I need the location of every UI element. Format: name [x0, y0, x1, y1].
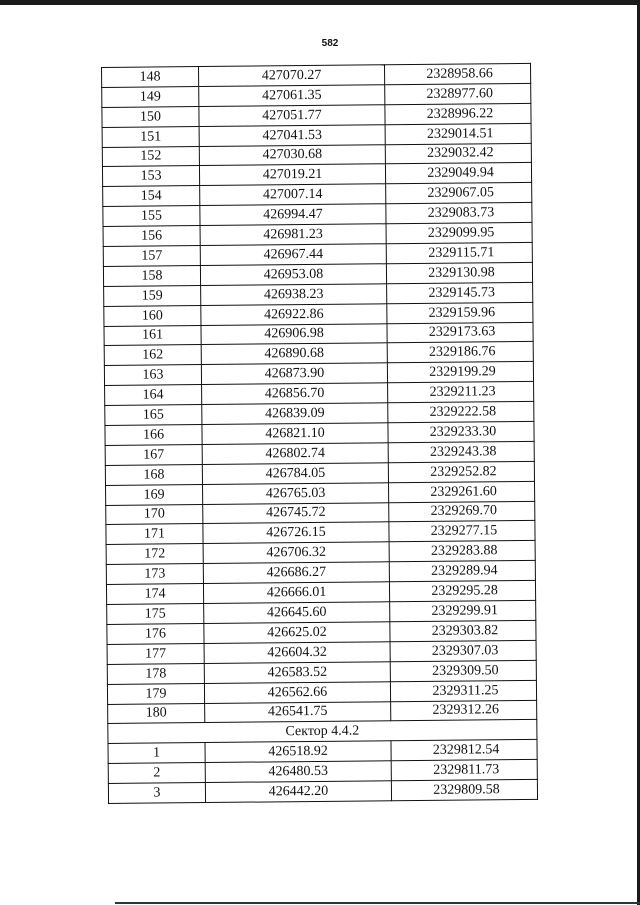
cell-text: 2329145.73	[428, 284, 496, 301]
y-coordinate-cell	[387, 362, 533, 383]
cell-text: 151	[140, 128, 162, 145]
y-coordinate-cell	[390, 620, 536, 641]
y-coordinate-cell	[385, 83, 531, 104]
x-coordinate-cell	[200, 224, 386, 246]
cell-text: 3	[153, 785, 161, 801]
cell-text: 2329130.98	[428, 265, 495, 281]
x-coordinate-cell	[202, 443, 388, 465]
y-coordinate-cell	[385, 103, 531, 124]
point-number-cell	[104, 345, 201, 366]
cell-text: 148	[139, 69, 161, 85]
y-coordinate-cell	[387, 322, 533, 343]
cell-text: 2329233.30	[429, 424, 497, 440]
cell-text: 426442.20	[268, 783, 329, 800]
cell-text: 426802.74	[265, 445, 326, 462]
cell-text: 426726.15	[266, 525, 326, 541]
point-number-cell	[102, 106, 199, 127]
cell-text: 426873.90	[264, 366, 325, 382]
x-coordinate-cell	[199, 164, 385, 186]
cell-text: 2329812.54	[432, 742, 500, 759]
cell-text: 2328996.22	[426, 105, 494, 122]
y-coordinate-cell	[386, 183, 532, 204]
x-coordinate-cell	[204, 642, 390, 664]
cell-text: 2329261.60	[430, 483, 497, 500]
point-number-cell	[108, 763, 205, 784]
x-coordinate-cell	[204, 602, 390, 624]
cell-text: 426604.32	[267, 644, 327, 661]
cell-text: 2329299.91	[431, 603, 499, 619]
cell-text: 164	[142, 387, 164, 403]
cell-text: 2329312.26	[432, 702, 500, 719]
point-number-cell	[102, 166, 199, 187]
cell-text: 179	[145, 685, 167, 702]
y-coordinate-cell	[388, 421, 534, 442]
cell-text: 426666.01	[266, 584, 327, 601]
point-number-cell	[106, 584, 203, 605]
cell-text: 2329067.05	[427, 185, 495, 202]
x-coordinate-cell	[200, 204, 386, 226]
point-number-cell	[103, 246, 200, 267]
table-row	[108, 780, 537, 804]
y-coordinate-cell	[389, 561, 535, 582]
cell-text: 427007.14	[262, 187, 323, 203]
cell-text: 2329222.58	[429, 404, 497, 420]
cell-text: 174	[144, 586, 166, 602]
x-coordinate-cell	[203, 562, 389, 584]
cell-text: 426784.05	[265, 465, 326, 482]
cell-text: 2329049.94	[427, 165, 494, 182]
cell-text: 157	[141, 248, 163, 264]
point-number-cell	[108, 703, 205, 724]
cell-text: 2329809.58	[433, 782, 500, 798]
cell-text: 159	[141, 288, 163, 304]
cell-text: 426765.03	[265, 485, 326, 502]
point-number-cell	[105, 385, 202, 406]
point-number-cell	[107, 643, 204, 664]
cell-text: 2329283.88	[430, 543, 498, 560]
y-coordinate-cell	[385, 143, 531, 164]
y-coordinate-cell	[389, 541, 535, 562]
y-coordinate-cell	[389, 581, 535, 602]
cell-text: 2329303.82	[431, 623, 499, 639]
point-number-cell	[107, 623, 204, 644]
cell-text: 426706.32	[266, 545, 326, 561]
cell-text: 426967.44	[263, 246, 324, 263]
point-number-cell	[102, 126, 199, 147]
x-coordinate-cell	[199, 85, 385, 107]
cell-text: 2329186.76	[428, 344, 496, 361]
x-coordinate-cell	[201, 303, 387, 325]
cell-text: 427019.21	[262, 167, 323, 183]
point-number-cell	[104, 285, 201, 306]
cell-text: 426906.98	[264, 326, 324, 342]
cell-text: 426981.23	[263, 226, 323, 243]
cell-text: 152	[140, 148, 162, 165]
point-number-cell	[104, 305, 201, 326]
cell-text: 180	[145, 705, 167, 721]
point-number-cell	[106, 504, 203, 525]
cell-text: 2329032.42	[427, 145, 494, 162]
y-coordinate-cell	[388, 382, 534, 403]
x-coordinate-cell	[203, 522, 389, 544]
x-coordinate-cell	[199, 105, 385, 127]
scan-border-top	[0, 0, 640, 5]
cell-text: 165	[142, 407, 164, 423]
cell-text: 426562.66	[267, 684, 328, 700]
cell-text: 427030.68	[262, 147, 323, 163]
y-coordinate-cell	[388, 402, 534, 423]
y-coordinate-cell	[388, 461, 534, 482]
cell-text: 2329159.96	[428, 304, 496, 321]
page-number: 582	[321, 38, 339, 49]
y-coordinate-cell	[389, 521, 535, 542]
y-coordinate-cell	[384, 63, 530, 84]
cell-text: 2329115.71	[428, 245, 495, 261]
cell-text: 172	[144, 546, 166, 562]
cell-text: 156	[141, 228, 163, 244]
point-number-cell	[105, 444, 202, 465]
cell-text: 166	[142, 427, 165, 443]
cell-text: 426583.52	[267, 664, 328, 681]
y-coordinate-cell	[388, 441, 534, 462]
y-coordinate-cell	[390, 660, 536, 681]
cell-text: 426890.68	[264, 346, 325, 362]
cell-text: 2329311.25	[432, 682, 499, 699]
cell-text: 426938.23	[263, 286, 324, 303]
x-coordinate-cell	[199, 65, 385, 87]
y-coordinate-cell	[385, 163, 531, 184]
cell-text: 149	[139, 89, 161, 105]
cell-text: 176	[144, 626, 167, 642]
x-coordinate-cell	[202, 423, 388, 445]
cell-text: 426821.10	[265, 425, 325, 442]
cell-text: 426625.02	[267, 624, 327, 641]
cell-text: 426686.27	[266, 565, 327, 581]
y-coordinate-cell	[386, 203, 532, 224]
cell-text: 426994.47	[263, 207, 323, 223]
point-number-cell	[103, 206, 200, 227]
x-coordinate-cell	[204, 622, 390, 644]
cell-text: 162	[142, 347, 164, 363]
x-coordinate-cell	[205, 781, 391, 803]
coordinates-table-body	[102, 63, 538, 803]
point-number-cell	[105, 464, 202, 485]
y-coordinate-cell	[387, 342, 533, 363]
cell-text: 2328958.66	[426, 66, 493, 82]
cell-text: 2329289.94	[431, 563, 498, 580]
x-coordinate-cell	[201, 323, 387, 345]
cell-text: 426645.60	[266, 604, 327, 621]
x-coordinate-cell	[201, 363, 387, 385]
cell-text: 426922.86	[264, 306, 324, 323]
cell-text: 427051.77	[262, 107, 322, 124]
x-coordinate-cell	[202, 383, 388, 405]
x-coordinate-cell	[204, 661, 390, 683]
cell-text: 426745.72	[265, 505, 326, 521]
y-coordinate-cell	[386, 222, 532, 243]
y-coordinate-cell	[386, 242, 532, 263]
cell-text: 427061.35	[261, 87, 322, 104]
y-coordinate-cell	[390, 640, 536, 661]
cell-text: 426839.09	[265, 405, 325, 422]
cell-text: 426518.92	[268, 744, 328, 760]
y-coordinate-cell	[385, 123, 531, 144]
y-coordinate-cell	[391, 760, 537, 781]
coordinates-table	[101, 63, 538, 804]
cell-text: 427041.53	[262, 127, 322, 144]
point-number-cell	[108, 783, 205, 804]
cell-text: 2329199.29	[429, 364, 496, 381]
cell-text: 2329099.95	[427, 225, 495, 241]
point-number-cell	[104, 325, 201, 346]
x-coordinate-cell	[205, 741, 391, 763]
cell-text: 426953.08	[263, 266, 324, 283]
point-number-cell	[105, 405, 202, 426]
cell-text: 2329277.15	[430, 523, 498, 540]
x-coordinate-cell	[201, 343, 387, 365]
cell-text: 426480.53	[268, 764, 329, 780]
y-coordinate-cell	[391, 740, 537, 761]
section-title: Сектор 4.4.2	[108, 720, 537, 744]
point-number-cell	[107, 683, 204, 704]
y-coordinate-cell	[390, 680, 536, 701]
y-coordinate-cell	[387, 302, 533, 323]
coordinates-table-wrapper	[101, 63, 538, 804]
y-coordinate-cell	[391, 700, 537, 721]
cell-text: 155	[140, 208, 163, 224]
cell-text: 167	[143, 447, 165, 463]
point-number-cell	[103, 265, 200, 286]
x-coordinate-cell	[203, 502, 389, 524]
point-number-cell	[107, 604, 204, 625]
cell-text: 2329309.50	[431, 662, 499, 679]
cell-text: 169	[143, 487, 165, 503]
cell-text: 160	[141, 307, 163, 324]
cell-text: 153	[140, 168, 162, 184]
cell-text: 161	[142, 327, 164, 344]
x-coordinate-cell	[202, 463, 388, 485]
point-number-cell	[103, 186, 200, 207]
y-coordinate-cell	[389, 481, 535, 502]
cell-text: 173	[144, 566, 166, 582]
cell-text: 2329269.70	[430, 503, 498, 520]
point-number-cell	[105, 425, 202, 446]
cell-text: 2329295.28	[431, 583, 498, 599]
cell-text: 2329083.73	[427, 205, 495, 221]
cell-text: 426541.75	[267, 704, 328, 720]
point-number-cell	[108, 743, 205, 764]
cell-text: 2328977.60	[426, 86, 494, 102]
cell-text: 168	[143, 467, 165, 483]
point-number-cell	[102, 146, 199, 167]
y-coordinate-cell	[386, 262, 532, 283]
cell-text: 427070.27	[261, 67, 322, 84]
cell-text: 2329014.51	[426, 125, 494, 142]
x-coordinate-cell	[199, 124, 385, 146]
cell-text: 171	[143, 526, 166, 542]
cell-text: 154	[140, 188, 162, 204]
cell-text: 2329243.38	[429, 444, 497, 460]
scan-border-bottom	[115, 902, 640, 904]
cell-text: 426856.70	[264, 386, 325, 402]
cell-text: 2329811.73	[433, 762, 500, 779]
point-number-cell	[106, 544, 203, 565]
point-number-cell	[102, 86, 199, 107]
cell-text: 150	[139, 109, 162, 125]
cell-text: 158	[141, 268, 163, 284]
x-coordinate-cell	[205, 701, 391, 723]
x-coordinate-cell	[201, 284, 387, 306]
point-number-cell	[106, 484, 203, 505]
cell-text: 2329252.82	[430, 463, 497, 480]
point-number-cell	[107, 663, 204, 684]
cell-text: 177	[145, 646, 167, 662]
x-coordinate-cell	[202, 403, 388, 425]
cell-text: 163	[142, 367, 164, 383]
cell-text: 178	[145, 666, 167, 682]
cell-text: 170	[143, 506, 165, 523]
cell-text: 1	[153, 745, 161, 761]
x-coordinate-cell	[205, 761, 391, 783]
x-coordinate-cell	[200, 244, 386, 266]
y-coordinate-cell	[391, 780, 537, 801]
cell-text: 2	[153, 765, 161, 781]
x-coordinate-cell	[200, 264, 386, 286]
x-coordinate-cell	[204, 681, 390, 703]
point-number-cell	[106, 524, 203, 545]
x-coordinate-cell	[203, 542, 389, 564]
y-coordinate-cell	[390, 600, 536, 621]
x-coordinate-cell	[203, 582, 389, 604]
y-coordinate-cell	[389, 501, 535, 522]
x-coordinate-cell	[203, 482, 389, 504]
point-number-cell	[106, 564, 203, 585]
point-number-cell	[103, 226, 200, 247]
cell-text: 2329211.23	[429, 384, 496, 401]
cell-text: 175	[144, 606, 166, 622]
x-coordinate-cell	[200, 184, 386, 206]
x-coordinate-cell	[199, 144, 385, 166]
y-coordinate-cell	[387, 282, 533, 303]
cell-text: 2329307.03	[431, 642, 499, 659]
cell-text: 2329173.63	[428, 324, 496, 341]
point-number-cell	[102, 67, 199, 88]
point-number-cell	[104, 365, 201, 386]
